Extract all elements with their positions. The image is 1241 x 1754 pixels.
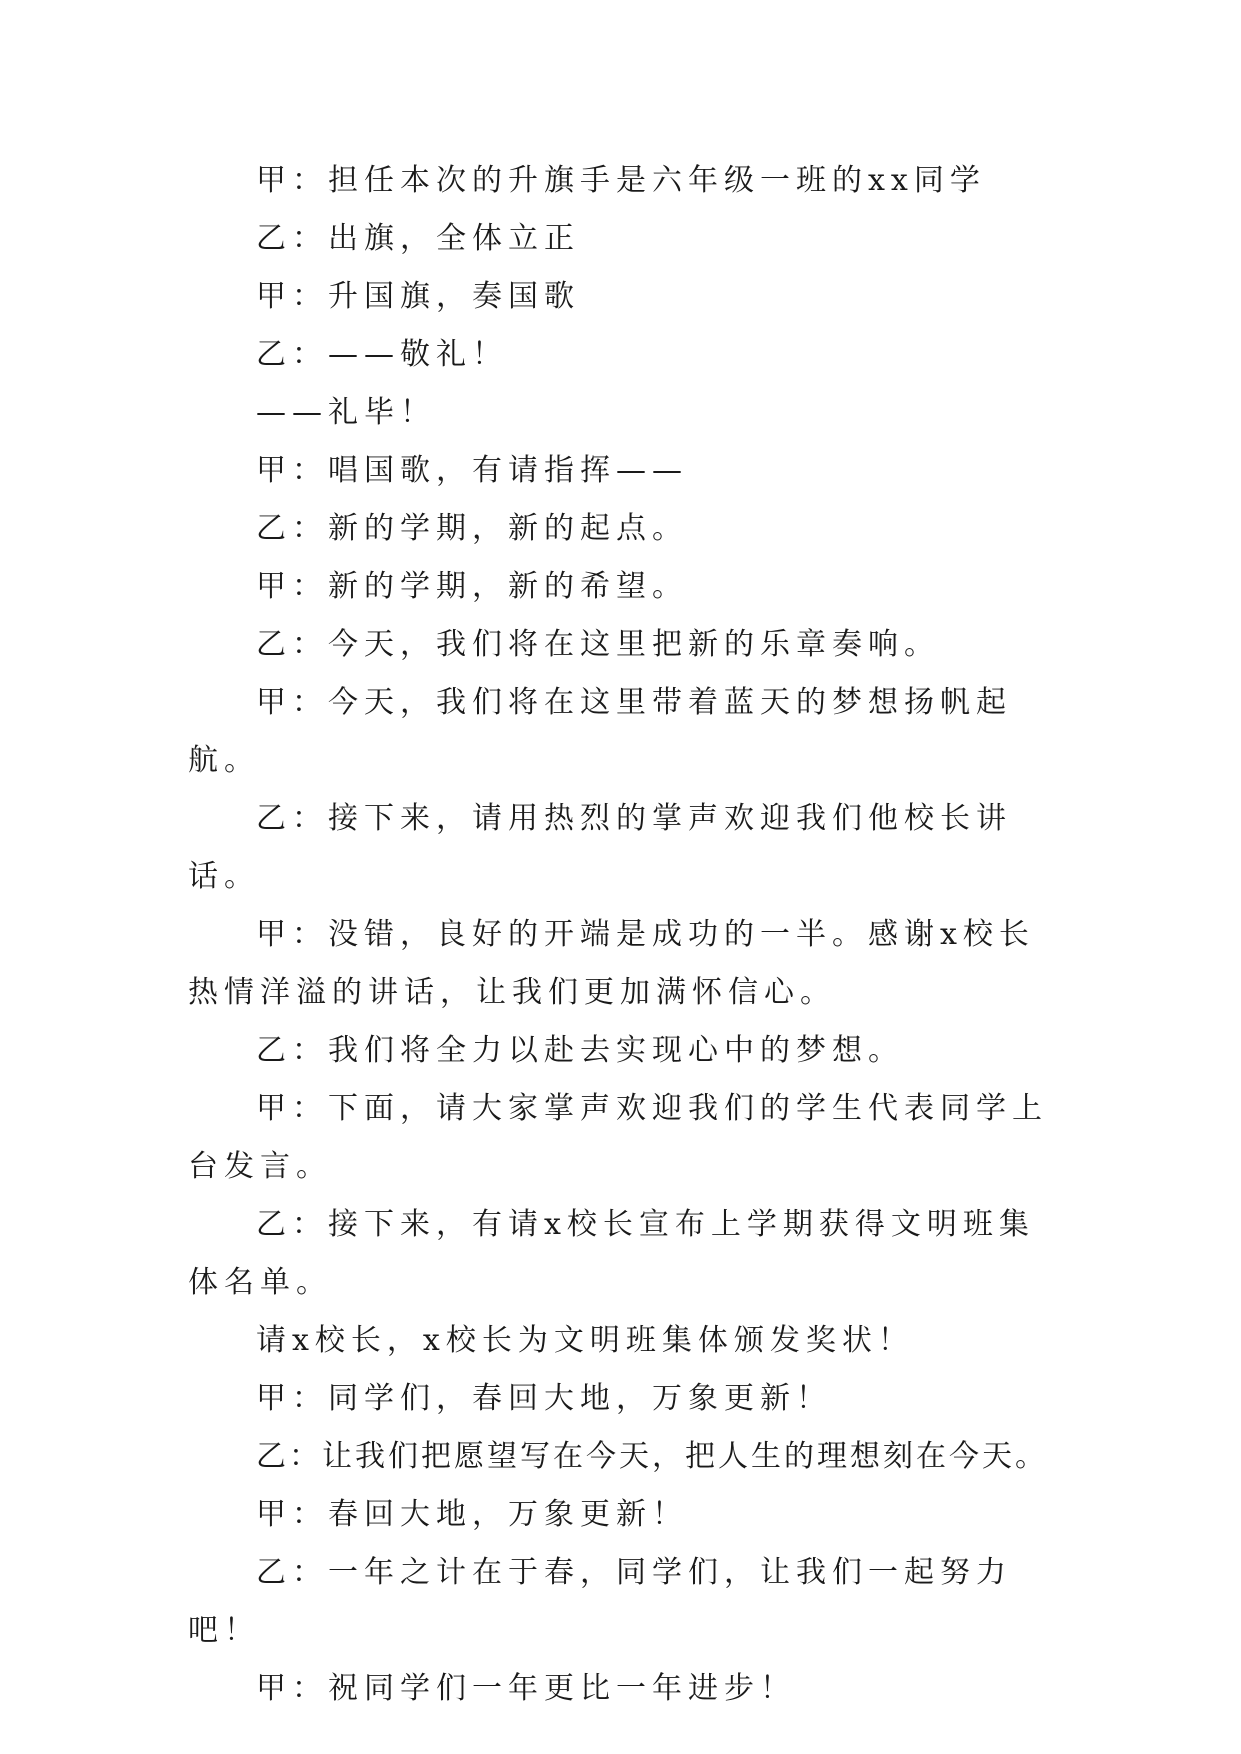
paragraph: 甲：同学们，春回大地，万象更新！ (256, 1381, 832, 1416)
paragraph: 乙：接下来，请用热烈的掌声欢迎我们他校长讲话。 (188, 801, 1012, 894)
paragraph: 甲：没错，良好的开端是成功的一半。感谢x校长热情洋溢的讲话，让我们更加满怀信心。 (188, 917, 1035, 1010)
paragraph: 乙：让我们把愿望写在今天，把人生的理想刻在今天。 (256, 1439, 1048, 1474)
paragraph: ——礼毕！ (256, 395, 436, 430)
paragraph: 乙：今天，我们将在这里把新的乐章奏响。 (256, 627, 940, 662)
paragraph: 甲：今天，我们将在这里带着蓝天的梦想扬帆起航。 (188, 685, 1012, 778)
paragraph: 乙：出旗，全体立正 (256, 221, 580, 256)
paragraph: 乙：接下来，有请x校长宣布上学期获得文明班集体名单。 (188, 1207, 1035, 1300)
paragraph: 甲：春回大地，万象更新！ (256, 1497, 688, 1532)
paragraph: 请x校长，x校长为文明班集体颁发奖状！ (256, 1323, 914, 1358)
paragraph: 甲：新的学期，新的希望。 (256, 569, 688, 604)
paragraph: 甲：升国旗，奏国歌 (256, 279, 580, 314)
paragraph: 甲：担任本次的升旗手是六年级一班的xx同学 (256, 163, 986, 198)
paragraph: 甲：下面，请大家掌声欢迎我们的学生代表同学上台发言。 (188, 1091, 1048, 1184)
paragraph: 乙：新的学期，新的起点。 (256, 511, 688, 546)
paragraph: 乙：我们将全力以赴去实现心中的梦想。 (256, 1033, 904, 1068)
paragraph: 甲：唱国歌，有请指挥—— (256, 453, 688, 488)
document-body (188, 152, 1058, 1718)
paragraph: 甲：祝同学们一年更比一年进步！ (256, 1671, 796, 1706)
paragraph: 乙：一年之计在于春，同学们，让我们一起努力吧！ (188, 1555, 1012, 1648)
paragraph: 乙：——敬礼！ (256, 337, 508, 372)
